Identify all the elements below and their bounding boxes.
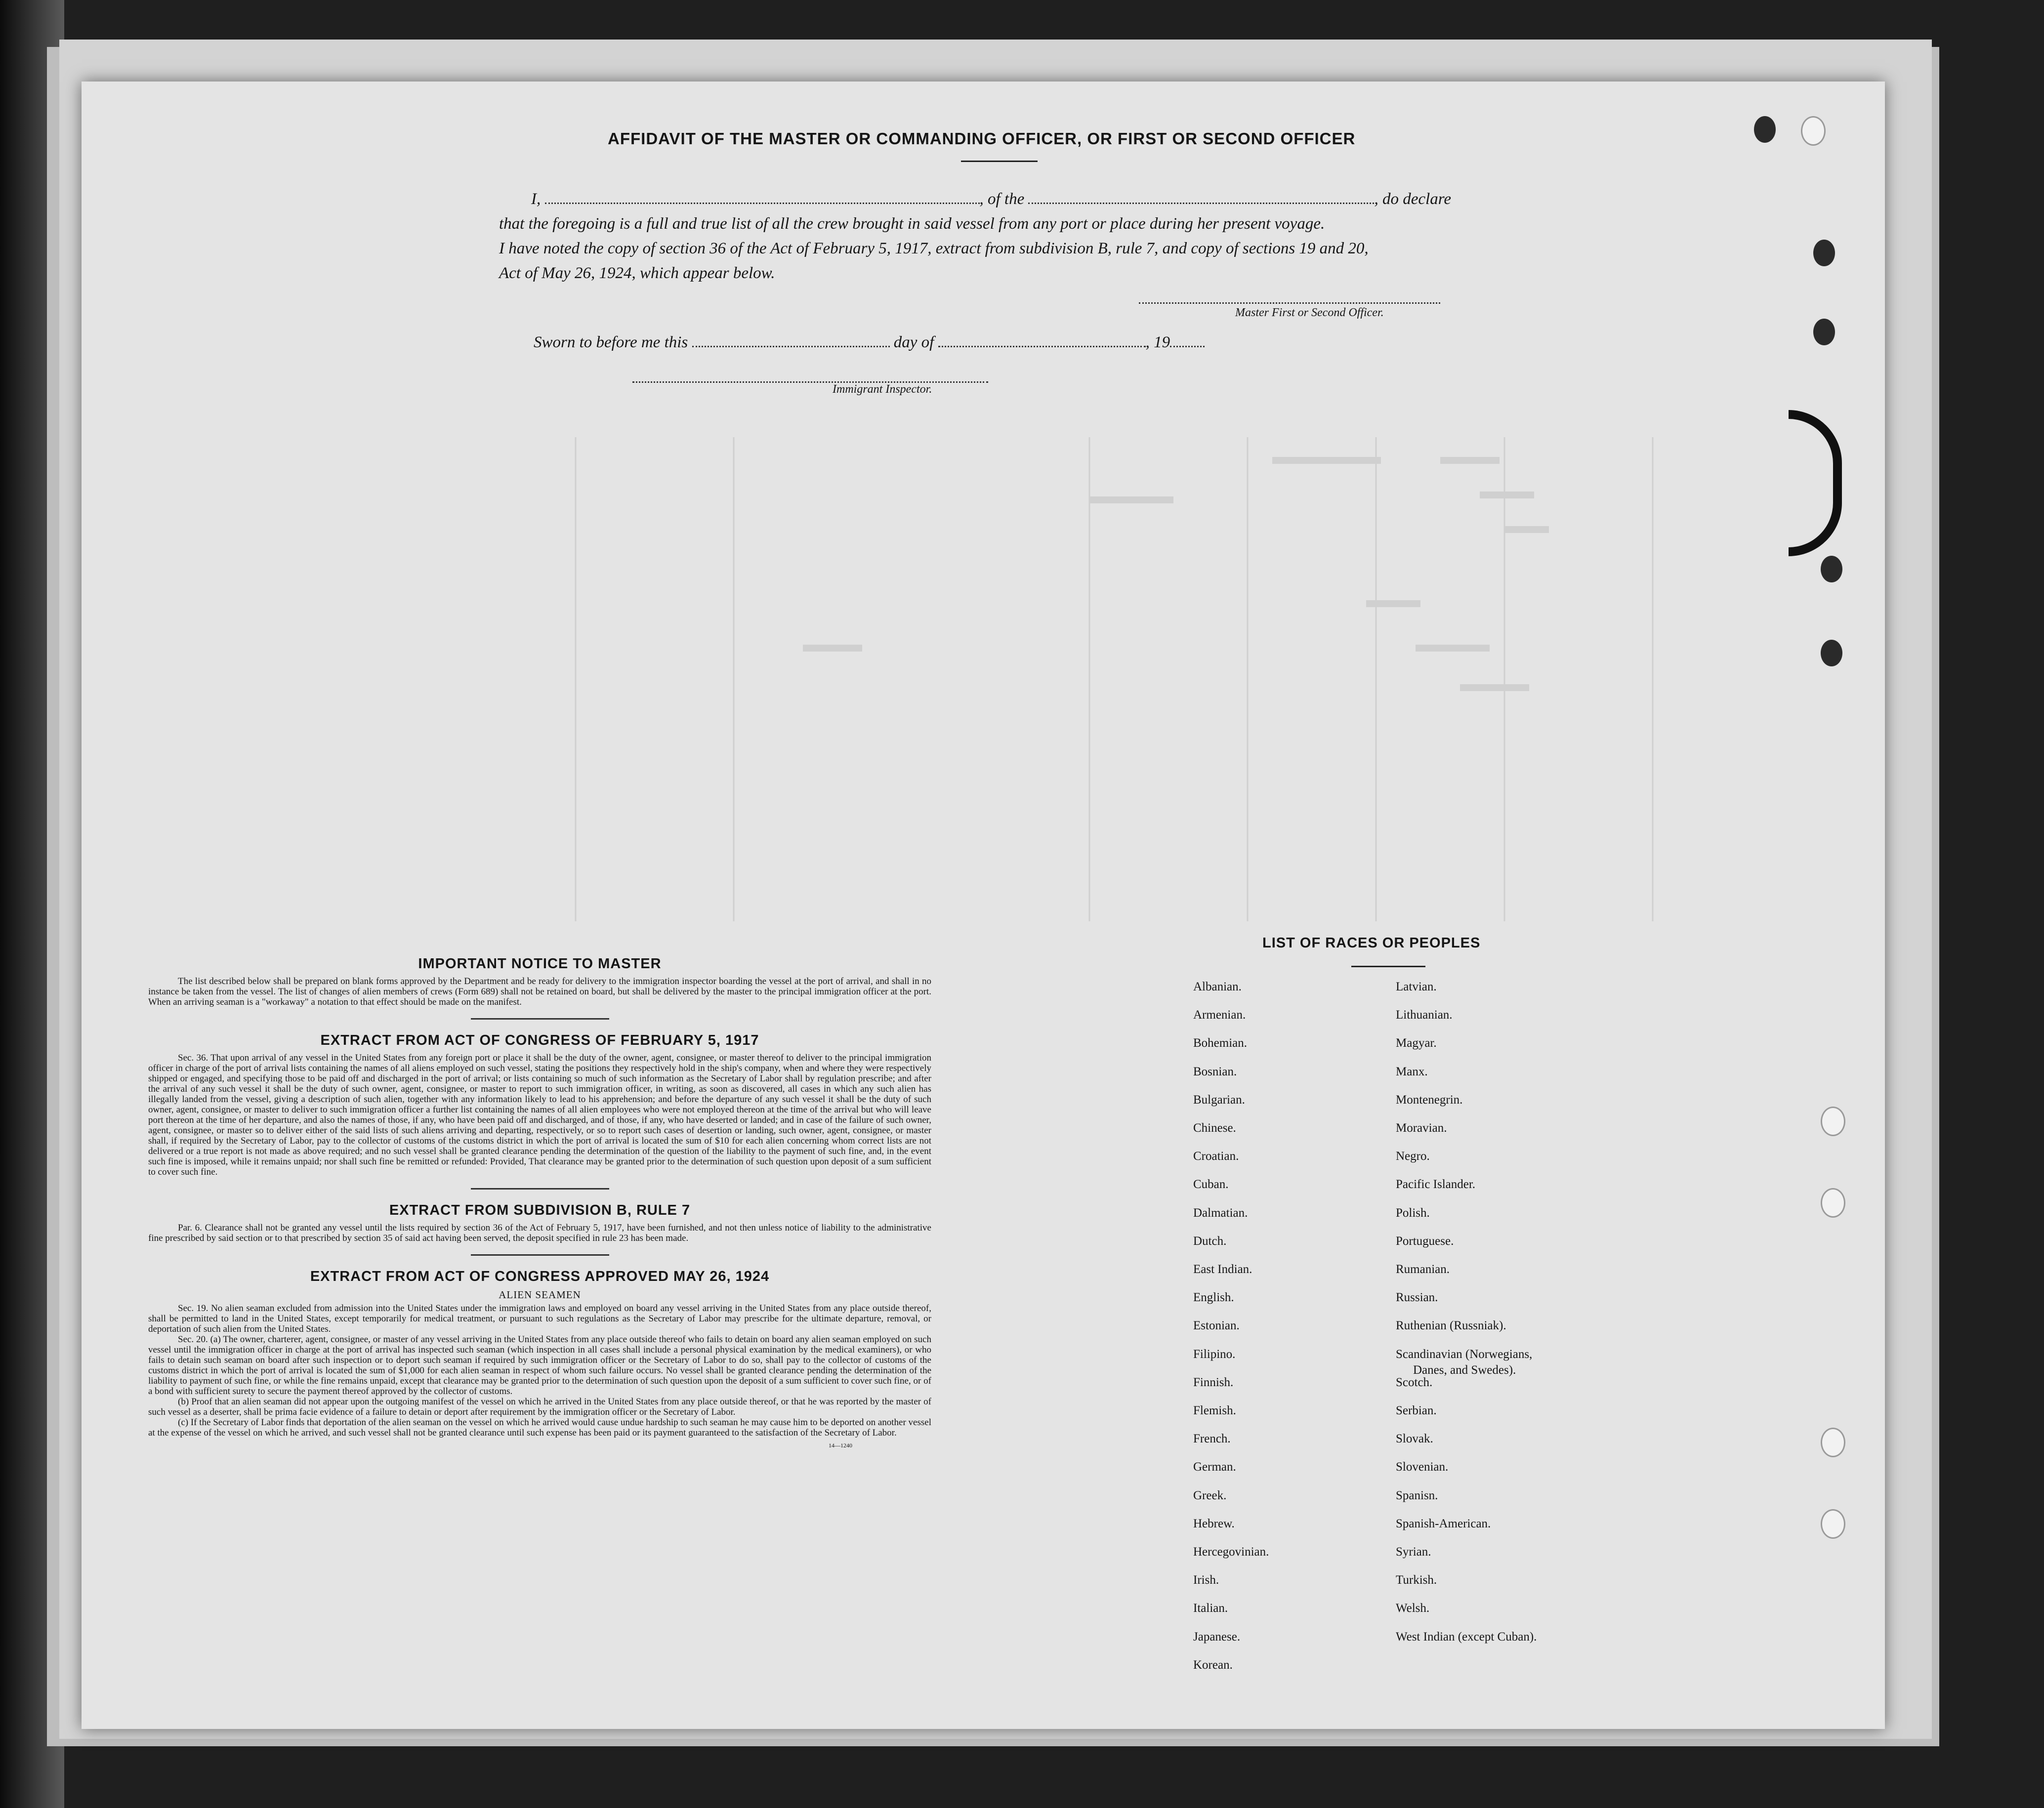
race-item: Japanese. [1193, 1630, 1241, 1644]
notice-body: The list described below shall be prepared on blank forms approved by the Department and be ready for delivery to the immigration inspector boarding the vessel at the port of arrival, and shall in no instance be taken from the vessel. The list of changes of alien members of crews (Form 689) shall not be retained on board, but shall be delivered by the master to the principal immigration officer at the port. When an arriving seaman is a "workaway" a notation to that effect should be made on the manifest. [148, 976, 931, 1007]
title-underline [961, 161, 1038, 162]
inspector-signature-field[interactable] [632, 370, 988, 383]
sec-20a: Sec. 20. (a) The owner, charterer, agent, consignee, or master of any vessel arriving in the United States from any place outside thereof who fails to detain on board any alien seaman employed on such vessel until the immigration officer in charge at the port of arrival has inspected such seaman (which inspection in all cases shall include a personal physical examination by the medical examiners), or who fails to detain such seaman on board after such inspection or to deport such seaman if required by such immigration officer or the Secretary of Labor to do so, shall pay to the collector of customs of the customs district in which the port of arrival is located the sum of $1,000 for each alien seaman in respect of whom such failure occurs. No vessel shall be granted clearance pending the determination of the liability to payment of such fine, or while the fine remains unpaid, except that clearance may be granted prior to the determination of such question upon the deposit of a sum sufficient to cover such fine, or of a bond with sufficient surety to secure the payment thereof approved by the collector of customs. [148, 1334, 931, 1397]
race-item: Welsh. [1396, 1602, 1430, 1615]
race-item: Finnish. [1193, 1375, 1234, 1389]
vessel-field[interactable] [1028, 192, 1374, 204]
race-item: Portuguese. [1396, 1234, 1454, 1248]
sec-20b: (b) Proof that an alien seaman did not appear upon the outgoing manifest of the vessel on which he arrived in the United States from any place outside thereof, or that he was reported by the master of such vessel as a deserter, shall be prima facie evidence of a failure to detain or deport after requirement by the immigration officer or the Secretary of Labor. [148, 1397, 931, 1417]
race-item: Bohemian. [1193, 1036, 1248, 1050]
binding-hole-7 [1821, 1107, 1845, 1136]
race-item: Cuban. [1193, 1178, 1229, 1192]
notice-section [148, 956, 931, 1449]
race-item: Russian. [1396, 1291, 1438, 1305]
race-item: Armenian. [1193, 1008, 1246, 1022]
races-title-underline [1351, 966, 1425, 967]
binding-hole-10 [1821, 1509, 1845, 1539]
race-item: Scandinavian (Norwegians, [1396, 1347, 1533, 1361]
race-item: Chinese. [1193, 1121, 1236, 1135]
affidavit-title: AFFIDAVIT OF THE MASTER OR COMMANDING OFFICER, OR FIRST OR SECOND OFFICER [608, 129, 1356, 148]
binding-hole-5 [1821, 556, 1842, 582]
races-title: LIST OF RACES OR PEOPLES [1262, 935, 1481, 951]
race-item: English. [1193, 1291, 1234, 1305]
rule-b-body: Par. 6. Clearance shall not be granted any vessel until the lists required by section 36 of the Act of February 5, 1917, have been furnished, and not then unless notice of liability to the administrative fine prescribed by said section or to that prescribed by section 35 of said act having been served, the deposit specified in rule 23 has been made. [148, 1223, 931, 1243]
act-1924-heading: EXTRACT FROM ACT OF CONGRESS APPROVED MAY 26, 1924 [310, 1269, 770, 1284]
rule-b-heading: EXTRACT FROM SUBDIVISION B, RULE 7 [389, 1202, 691, 1218]
name-field[interactable] [545, 192, 980, 204]
race-item: Bulgarian. [1193, 1093, 1245, 1107]
race-item: Slovenian. [1396, 1460, 1449, 1474]
inspector-caption: Immigrant Inspector. [833, 383, 932, 396]
master-caption: Master First or Second Officer. [1235, 306, 1384, 319]
affidavit-line-3: I have noted the copy of section 36 of the Act of February 5, 1917, extract from subdivision B, rule 7, and copy of sections 19 and 20, [499, 240, 1369, 257]
race-item: Slovak. [1396, 1432, 1433, 1446]
race-item: Pacific Islander. [1396, 1178, 1476, 1192]
affidavit-line-4: Act of May 26, 1924, which appear below. [499, 264, 775, 282]
race-item: Montenegrin. [1396, 1093, 1463, 1107]
binding-hole-4 [1813, 319, 1835, 345]
affidavit-line-2: that the foregoing is a full and true list of all the crew brought in said vessel from any port or place during her present voyage. [499, 215, 1325, 233]
sec-19: Sec. 19. No alien seaman excluded from admission into the United States under the immigration laws and employed on board any vessel arriving in the United States from any place outside thereof, shall be permitted to land in the United States, except temporarily for medical treatment, or pursuant to such regulations as the Secretary of Labor may prescribe for the ultimate departure, removal, or deportation of such alien from the United States. [148, 1303, 931, 1334]
i-label: I, [531, 190, 541, 208]
race-item: Latvian. [1396, 980, 1437, 993]
binding-hole-2 [1801, 116, 1826, 146]
race-item: German. [1193, 1460, 1236, 1474]
race-item: Bosnian. [1193, 1065, 1237, 1078]
master-signature-field[interactable] [1139, 291, 1440, 304]
race-item: Dutch. [1193, 1234, 1227, 1248]
binding-hole-8 [1821, 1188, 1845, 1218]
race-item: Korean. [1193, 1658, 1233, 1672]
race-item: Croatian. [1193, 1150, 1239, 1163]
sworn-label: Sworn to before me this [534, 333, 688, 351]
race-item: Albanian. [1193, 980, 1242, 993]
month-field[interactable] [938, 335, 1146, 347]
race-item: Lithuanian. [1396, 1008, 1453, 1022]
race-item: Hercegovinian. [1193, 1545, 1269, 1559]
divider [471, 1018, 609, 1020]
sworn-line [534, 331, 1205, 354]
race-item: Polish. [1396, 1206, 1430, 1220]
race-item: Moravian. [1396, 1121, 1447, 1135]
year-field[interactable] [1170, 335, 1205, 347]
divider [471, 1188, 609, 1190]
race-item: Ruthenian (Russniak). [1396, 1319, 1506, 1333]
alien-seamen-subheading: ALIEN SEAMEN [499, 1289, 581, 1301]
binding-hole-1 [1754, 116, 1776, 143]
race-item: Danes, and Swedes). [1413, 1363, 1516, 1377]
do-declare-label: , do declare [1374, 190, 1451, 208]
divider [471, 1254, 609, 1256]
race-item: Scotch. [1396, 1375, 1433, 1389]
race-item: Greek. [1193, 1488, 1227, 1502]
race-item: Serbian. [1396, 1404, 1437, 1417]
of-the-label: , of the [979, 190, 1025, 208]
race-item: Dalmatian. [1193, 1206, 1248, 1220]
act-1917-body: Sec. 36. That upon arrival of any vessel in the United States from any foreign port or place it shall be the duty of the owner, agent, consignee, or master thereof to deliver to the principal immigration officer in charge of the port of arrival lists containing the names of all aliens employed on such vessel, stating the positions they respectively hold in the ship's company, when and where they were respectively shipped or engaged, and specifying those to be paid off and discharged in the port of arrival; or lists containing so much of such information as the Secretary of Labor shall by regulation prescribe; and after the arrival of any such vessel it shall be the duty of such owner, agent, consignee, or master to report to such immigration officer, in writing, as soon as discovered, all cases in which any such alien has illegally landed from the vessel, giving a description of such alien, together with any information likely to lead to his apprehension; and before the departure of any such vessel it shall be the duty of such owner, agent, consignee, or master to deliver to such immigration officer a further list containing the names of all alien employees who were not employed thereon at the time of the arrival but who will leave port thereon at the time of her departure, and also the names of those, if any, who have been paid off and discharged, and of those, if any, who have deserted or landed; and in case of the failure of such owner, agent, consignee, or master so to deliver either of the said lists of such aliens arriving and departing, respectively, or so to report such cases of desertion or landing, such owner, agent, consignee, or master shall, if required by the Secretary of Labor, pay to the collector of customs of the customs district in which the port of arrival is located the sum of $10 for each alien concerning whom correct lists are not delivered or a true report is not made as above required; and no such vessel shall be granted clearance pending the determination of the question of the liability to the payment of such fine, and, in the event such fine is imposed, while it remains unpaid; nor shall such fine be remitted or refunded: Provided, That clearance may be granted prior to the determination of such question upon deposit of a sum sufficient to cover such fine. [148, 1053, 931, 1177]
binding-hole-3 [1813, 240, 1835, 266]
sec-20c: (c) If the Secretary of Labor finds that deportation of the alien seaman on the vessel on which he arrived would cause undue hardship to such seaman he may cause him to be deported on another vessel at the expense of the vessel on which he arrived, and such vessel shall not be granted clearance until such expense has been paid or its payment guaranteed to the satisfaction of the Secretary of Labor. [148, 1417, 931, 1438]
race-item: Negro. [1396, 1150, 1430, 1163]
race-item: Syrian. [1396, 1545, 1431, 1559]
day-field[interactable] [692, 335, 890, 347]
race-item: Estonian. [1193, 1319, 1240, 1333]
binding-hole-6 [1821, 640, 1842, 666]
manifest-back-page [82, 82, 1885, 1729]
race-item: Irish. [1193, 1573, 1219, 1587]
affidavit-line-1 [531, 188, 1451, 210]
race-item: Hebrew. [1193, 1517, 1235, 1530]
race-item: Filipino. [1193, 1347, 1236, 1361]
bleed-through-pattern [82, 82, 1885, 1729]
race-item: Rumanian. [1396, 1263, 1450, 1276]
race-item: Turkish. [1396, 1573, 1437, 1587]
race-item: Manx. [1396, 1065, 1428, 1078]
race-item: Spanisn. [1396, 1488, 1438, 1502]
race-item: Flemish. [1193, 1404, 1236, 1417]
race-item: East Indian. [1193, 1263, 1252, 1276]
binding-hole-9 [1821, 1428, 1845, 1457]
race-item: Magyar. [1396, 1036, 1437, 1050]
notice-heading: IMPORTANT NOTICE TO MASTER [418, 956, 662, 972]
form-number: 14—1240 [829, 1442, 852, 1449]
day-of-label: day of [893, 333, 934, 351]
race-item: French. [1193, 1432, 1231, 1446]
act-1917-heading: EXTRACT FROM ACT OF CONGRESS OF FEBRUARY 5, 1917 [320, 1032, 759, 1048]
race-item: West Indian (except Cuban). [1396, 1630, 1537, 1644]
year-prefix: , 19 [1145, 333, 1170, 351]
race-item: Italian. [1193, 1602, 1228, 1615]
race-item: Spanish-American. [1396, 1517, 1491, 1530]
